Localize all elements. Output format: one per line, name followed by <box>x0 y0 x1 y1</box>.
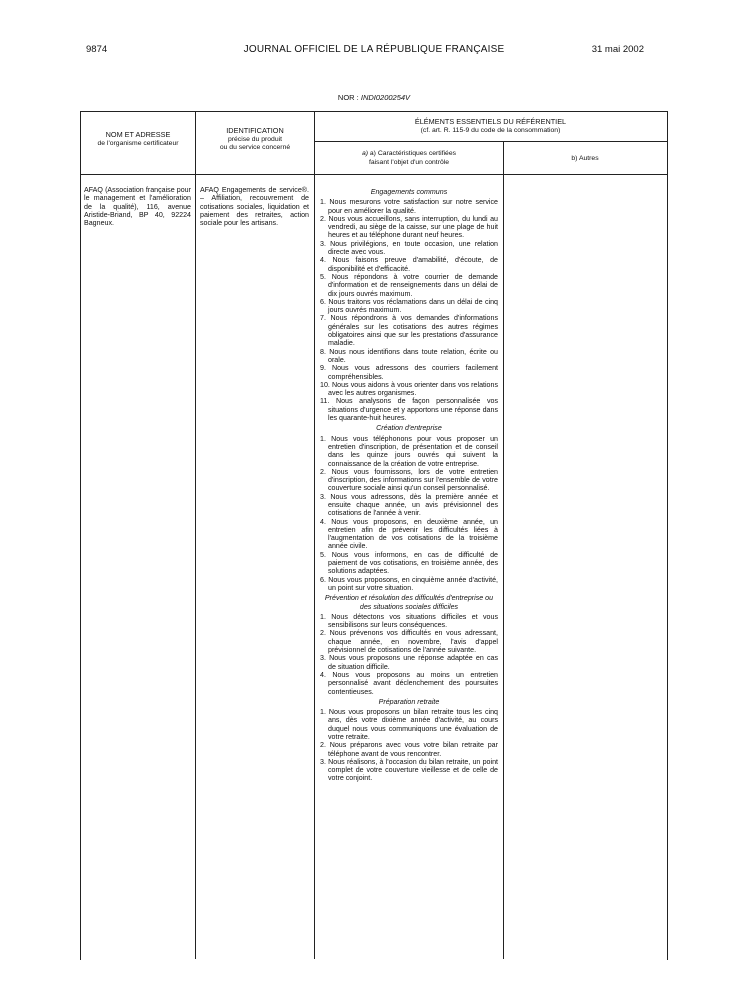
column-divider <box>503 141 504 959</box>
identification-cell: AFAQ Engagements de service®. – Affiliation, recouvrement de cotisations sociales, liquidation et paiement des retraites, action sociale pour les artisans. <box>200 186 309 228</box>
commitment-item: 5. Nous répondons à votre courrier de demande d'information et de renseignements dans un délai de dix jours ouvrés maximum. <box>320 272 498 298</box>
section-title: Création d'entreprise <box>376 424 442 433</box>
nor-reference <box>0 93 748 102</box>
commitment-item: 3. Nous vous proposons une réponse adaptée en cas de situation difficile. <box>320 654 498 671</box>
commitment-item: 8. Nous nous identifions dans toute relation, écrite ou orale. <box>320 347 498 364</box>
col-autres-header: b) Autres <box>571 155 599 162</box>
page-number: 9874 <box>86 44 108 55</box>
commitment-item: 9. Nous vous adressons des courriers facilement compréhensibles. <box>320 364 498 381</box>
commitment-item: 1. Nous détectons vos situations difficiles et vous sensibilisons sur leurs conséquences. <box>320 612 498 630</box>
commitment-item: 7. Nous répondrons à vos demandes d'informations générales sur les cotisations des autres régimes obligatoires ainsi que sur les prestations d'assurance maladie. <box>320 314 498 348</box>
publication-date: 31 mai 2002 <box>591 44 644 55</box>
commitment-item: 1. Nous mesurons votre satisfaction sur notre service pour en améliorer la qualité. <box>320 198 498 215</box>
commitment-item: 3. Nous réalisons, à l'occasion du bilan retraite, un point complet de votre couverture vieillesse et de celle de votre conjoint. <box>320 757 498 783</box>
caracteristiques-cell <box>320 186 498 783</box>
organisme-cell: AFAQ (Association française pour le management et l'amélioration de la qualité), 116, avenue Aristide-Briand, BP 40, 92224 Bagneux. <box>84 186 191 228</box>
commitment-item: 5. Nous vous informons, en cas de difficulté de paiement de vos cotisations, en troisième année, des solutions adaptées. <box>320 550 498 576</box>
column-divider <box>314 111 315 959</box>
section-title: Engagements communs <box>370 188 448 196</box>
commitment-item: 2. Nous vous fournissons, lors de votre entretien d'inscription, des informations sur l'ensemble de votre couverture sociale ainsi qu'un conseil personnalisé. <box>320 467 498 493</box>
commitment-item: 4. Nous faisons preuve d'amabilité, d'écoute, de disponibilité et d'efficacité. <box>320 256 498 273</box>
commitment-item: 3. Nous vous adressons, dès la première année et ensuite chaque année, un avis prévisionnel des cotisations de l'année à venir. <box>320 492 498 518</box>
header-divider <box>314 141 667 142</box>
commitment-item: 6. Nous traitons vos réclamations dans un délai de cinq jours ouvrés maximum. <box>320 297 498 315</box>
commitment-item: 4. Nous vous proposons au moins un entretien personnalisé avant déclenchement des poursuites contentieuses. <box>320 670 498 696</box>
nor-label: NOR : <box>337 93 359 102</box>
commitment-item: 2. Nous vous accueillons, sans interruption, du lundi au vendredi, au siège de la caisse, sur une plage de huit heures et au téléphone durant neuf heures. <box>320 214 498 240</box>
nor-code: INDI0200254V <box>360 93 411 102</box>
group-header: ÉLÉMENTS ESSENTIELS DU RÉFÉRENTIEL (cf. art. R. 115-9 du code de la consommation) <box>414 117 567 134</box>
commitment-item: 3. Nous privilégions, en toute occasion, une relation directe avec vous. <box>320 239 498 257</box>
section-title: Préparation retraite <box>378 697 440 706</box>
commitment-item: 1. Nous vous proposons un bilan retraite tous les cinq ans, dès votre dixième année d'activité, au cours duquel nous vous communiquons une évaluation de votre retraite. <box>320 708 498 741</box>
header-divider <box>80 174 667 175</box>
commitment-item: 6. Nous vous proposons, en cinquième année d'activité, un point sur votre situation. <box>320 575 498 592</box>
col-caracteristiques-header: a) a) Caractéristiques certifiées faisant l'objet d'un contrôle <box>361 150 457 166</box>
col-organisme-header: NOM ET ADRESSE de l'organisme certificateur <box>97 130 179 147</box>
col-identification-header: IDENTIFICATION précise du produit ou du service concerné <box>219 126 291 151</box>
commitment-item: 4. Nous vous proposons, en deuxième année, un entretien afin de prévenir les difficultés liées à l'augmentation de vos cotisations de la troisième année civile. <box>320 517 498 551</box>
column-divider <box>195 111 196 959</box>
commitment-item: 11. Nous analysons de façon personnalisée vos situations d'urgence et y apportons une réponse dans les quarante-huit heures. <box>320 397 498 423</box>
commitment-item: 10. Nous vous aidons à vous orienter dans vos relations avec les autres organismes. <box>320 380 498 398</box>
commitment-item: 1. Nous vous téléphonons pour vous proposer un entretien d'inscription, de présentation et de conseil dans les quinze jours ouvrés qui suivent la connaissance de la création de votre entreprise. <box>320 434 498 468</box>
section-title: Prévention et résolution des difficultés d'entreprise ou des situations sociales difficiles <box>324 594 494 611</box>
commitment-item: 2. Nous préparons avec vous votre bilan retraite par téléphone avant de vous rencontrer. <box>320 741 498 758</box>
commitment-item: 2. Nous prévenons vos difficultés en vous adressant, chaque année, en novembre, l'avis d'appel prévisionnel de cotisations de l'année suivante. <box>320 629 498 655</box>
journal-title: JOURNAL OFFICIEL DE LA RÉPUBLIQUE FRANÇAISE <box>243 44 505 55</box>
